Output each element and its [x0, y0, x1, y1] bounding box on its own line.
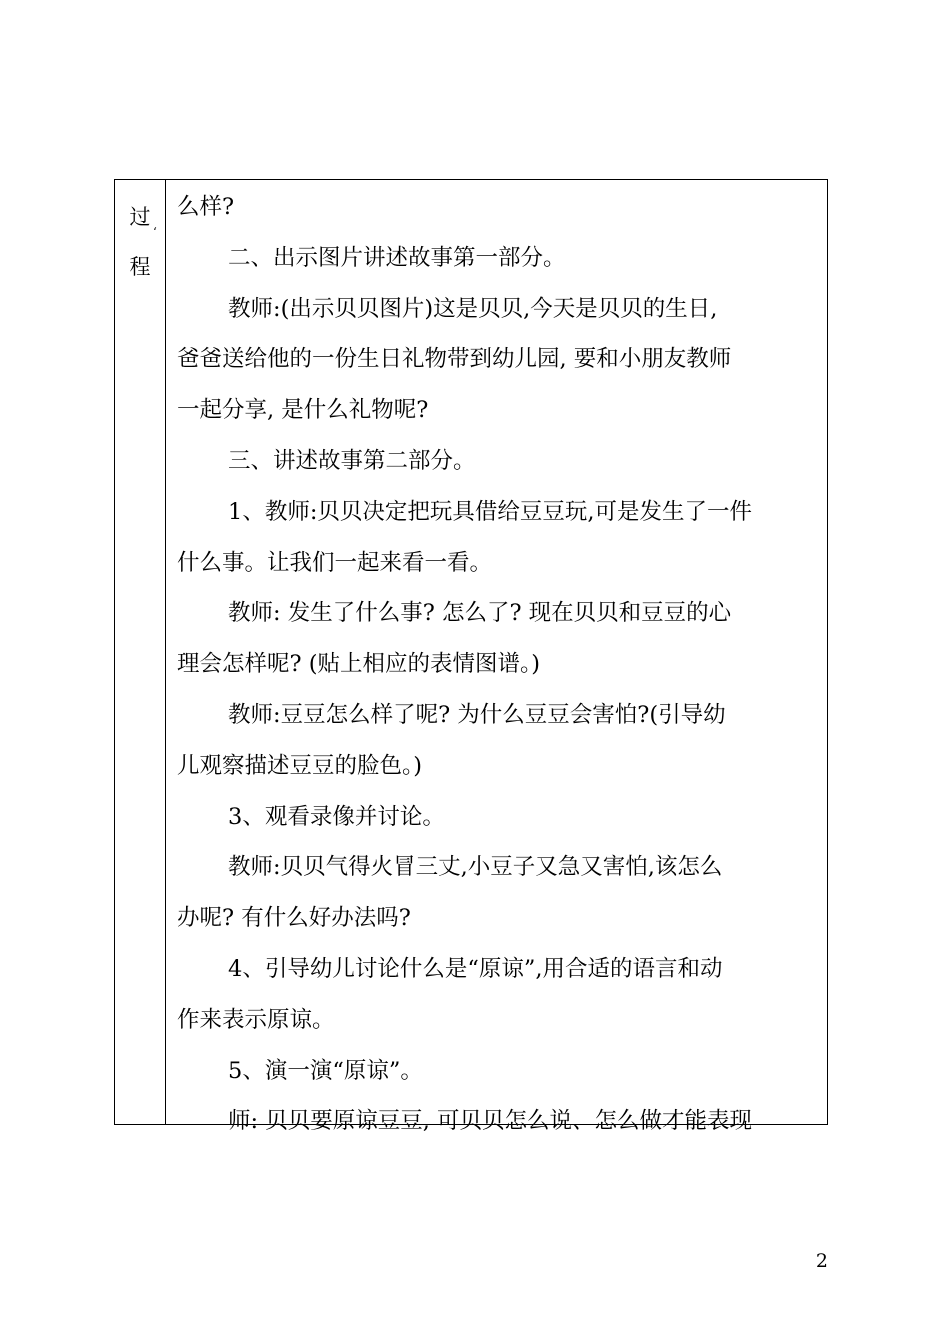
text-line: 爸爸送给他的一份生日礼物带到幼儿园, 要和小朋友教师 [177, 346, 732, 373]
label-char-cheng: 程 [129, 255, 151, 279]
content-cell [166, 180, 827, 1135]
label-mark: ‘ [153, 225, 157, 239]
text-line: 三、讲述故事第二部分。 [228, 448, 476, 474]
lesson-table [114, 179, 828, 1135]
text-line: 一起分享, 是什么礼物呢? [177, 397, 429, 424]
text-line: 5、演一演“原谅”。 [228, 1057, 423, 1084]
text-line: 师: 贝贝要原谅豆豆, 可贝贝怎么说、怎么做才能表现 [228, 1108, 753, 1135]
text-line: 什么事。让我们一起来看一看。 [177, 549, 493, 576]
label-char-guo: 过 [129, 205, 151, 229]
page-number: 2 [815, 1250, 828, 1272]
text-line: 4、引导幼儿讨论什么是“原谅”,用合适的语言和动 [228, 956, 723, 982]
text-line: 教师:(出示贝贝图片)这是贝贝,今天是贝贝的生日, [228, 295, 718, 322]
text-line: 么样? [177, 194, 235, 220]
text-line: 3、观看录像并讨论。 [228, 803, 445, 830]
text-line: 教师:贝贝气得火冒三丈,小豆子又急又害怕,该怎么 [228, 854, 723, 881]
label-cell [115, 180, 166, 1124]
text-line: 作来表示原谅。 [177, 1006, 335, 1033]
text-line: 教师:豆豆怎么样了呢? 为什么豆豆会害怕?(引导幼 [228, 702, 726, 728]
text-line: 儿观察描述豆豆的脸色。) [177, 752, 423, 779]
text-line: 办呢? 有什么好办法吗? [177, 905, 411, 932]
text-line: 1、教师:贝贝决定把玩具借给豆豆玩,可是发生了一件 [228, 498, 753, 525]
text-line: 理会怎样呢? (贴上相应的表情图谱。) [177, 651, 541, 678]
text-line: 二、出示图片讲述故事第一部分。 [228, 244, 566, 271]
text-line: 教师: 发生了什么事? 怎么了? 现在贝贝和豆豆的心 [228, 600, 732, 627]
